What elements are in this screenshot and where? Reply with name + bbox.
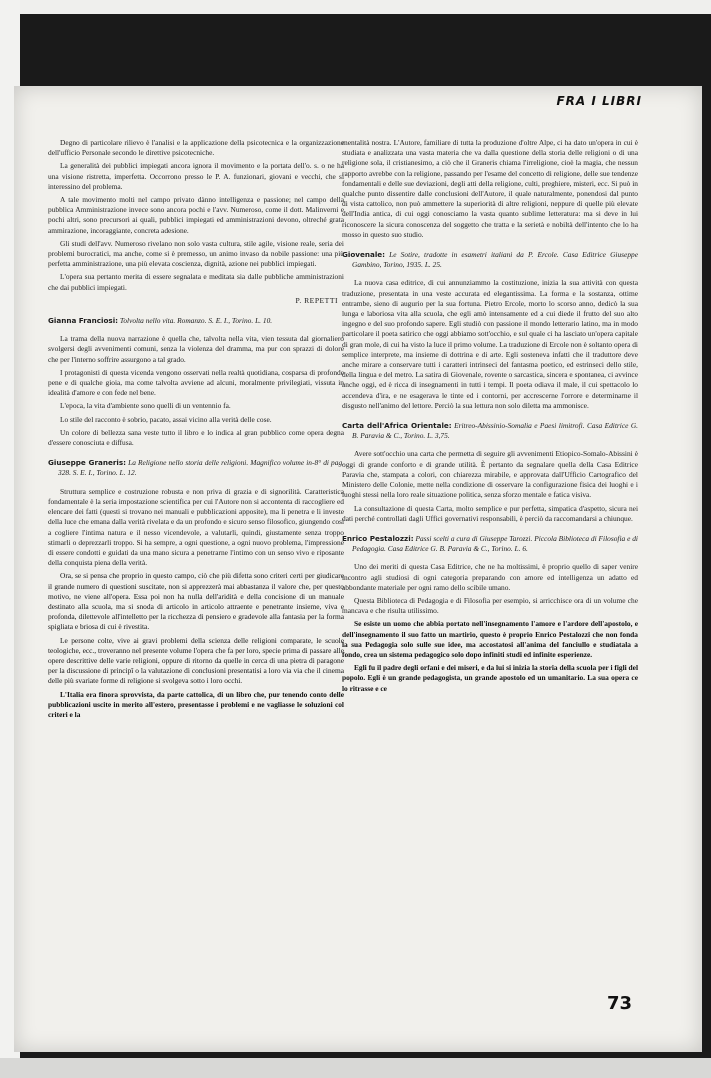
- review-title: Tolvolta nello vita. Romanzo. S. E. I., Torino. L. 10.: [119, 316, 273, 326]
- review-signature: P. REPETTI: [295, 295, 338, 305]
- paragraph: L'epoca, la vita d'ambiente sono quelli di un ventennio fa.: [60, 401, 231, 411]
- paragraph: A tale movimento molti nel campo privato dànno intelligenza e passione; nel campo della pubblica Amministrazione invece sono ancora pochi e l'avv. Numeroso, come il dott. Malinverni e pochi altri, sono precursori ai quali, pubblici impiegati ed amministrazioni devono, oltreché grata ammirazione, incoraggiante, concreta adesione.: [48, 195, 344, 235]
- paragraph: Uno dei meriti di questa Casa Editrice, che ne ha moltissimi, è proprio quello di saper venire incontro agli studiosi di ogni categoria preparando con amore ed intelligenza un adatto ed abbondante materiale per ogni ramo dello scibile umano.: [342, 562, 638, 592]
- paragraph: mentalità nostra. L'Autore, familiare di tutta la produzione d'oltre Alpe, ci ha dato un'opera in cui è studiata e analizzata una vasta materia che va dalla questione della storia delle religioni o di una religione sola, il cristianesimo, a ciò che il Graneris chiama l'irreligione, cioè la magia, che nessun rapporto avrebbe con la religione, passando per l'esame del concetto di religione, delle sue tendenze fondamentali e delle sue deviazioni, degli atti della religione, culti, preghiere, misteri, ecc. Si può in qualche punto dissentire dalle conclusioni dell'Autore, il quale naturalmente, ponendosi dal punto di vista cattolico, non può ammettere la superiorità di altre religioni, neppure di quelle più elevate dell'India antica, di cui oggi conosciamo la vasta quanto sublime letteratura: ma si deve in lui riconoscere la sicura conoscenza del soggetto che tratta e la serietà e nobiltà dell'intento che lo ha mosso in questo suo studio.: [342, 138, 638, 239]
- page-number: 73: [606, 993, 632, 1014]
- review-heading: [342, 534, 638, 554]
- review-author: Carta dell'Africa Orientale:: [342, 421, 452, 431]
- review-title: Le Sotire, tradotte in esametri italiani da P. Ercole. Casa Editrice Giuseppe Gambino, Torino, 1935. L. 25.: [352, 250, 638, 270]
- paragraph: La generalità dei pubblici impiegati ancora ignora il movimento e la portata dell'o. s. o ne ha una visione ristretta, imperfetta. Occorrono presso le P. A. funzionari, giovani e vecchi, che si interessino del problema.: [48, 161, 344, 191]
- paragraph: La trama della nuova narrazione è quella che, talvolta nella vita, vien tessuta dal giornaliero svolgersi degli avvenimenti comuni, senza la violenza del dramma, ma pur con sprazzi di dolore che per l'interno soffrire assurgono a tal grado.: [48, 334, 344, 364]
- paragraph: Questa Biblioteca di Pedagogia e di Filosofia per esempio, si arricchisce ora di un volume che mancava e che risulta utilissimo.: [342, 595, 638, 616]
- paragraph: Un colore di bellezza sana veste tutto il libro e lo indica al gran pubblico come opera degna d'essere conosciuta e diffusa.: [48, 427, 344, 448]
- right-column: [342, 138, 638, 697]
- paragraph: La consultazione di questa Carta, molto semplice e pur perfetta, simpatica d'aspetto, sicura nei dati perché controllati dagli Uffici governativi responsabili, è perciò da raccomandarsi a chiunque.: [342, 503, 638, 523]
- paragraph: L'opera sua pertanto merita di essere segnalata e meditata sia dalle pubbliche amministrazioni che dai pubblici impiegati.: [48, 272, 344, 292]
- review-title: La Religione nello storia delle religioni. Magnifico volume in-8° di pag. 328. S. E. I., Torino. L. 12.: [58, 458, 344, 478]
- paragraph: Avere sott'occhio una carta che permetta di seguire gli avvenimenti Etiopico-Somalo-Abissini è oggi di grande conforto e di grande utilità. È pertanto da segnalare quella della Casa Editrice Paravia che, stampata a colori, con chiarezza mirabile, e approvata dall'Ufficio Cartografico del Ministero delle Colonie, mette nella condizione di osservare la configurazione fisica dei luoghi e i luoghi stessi nella loro reale situazione politica, senza sforzo mentale e fatica visiva.: [342, 449, 638, 500]
- paragraph: Se esiste un uomo che abbia portato nell'insegnamento l'amore e l'ardore dell'apostolo, e dell'insegnamento il suo fatto un martirio, questo è proprio Enrico Pestalozzi che non fonda la sua Pedagogia solo sulle sue idee, ma accostatosi all'anima del fanciullo e studiatala a fondo, crea un sistema pedagogico solo dopo infiniti studi ed infinite esperienze.: [342, 619, 638, 659]
- paragraph: I protagonisti di questa vicenda vengono osservati nella realtà quotidiana, cosparsa di profonde pene e di qualche gioia, ma come talvolta avviene ad alcuni, moralmente privilegiati, vissuta in idealità d'amore e con fede nel bene.: [48, 367, 344, 398]
- left-column: [48, 138, 344, 723]
- paragraph: L'Italia era finora sprovvista, da parte cattolica, di un libro che, pur tenendo conto delle pubblicazioni uscite in merito all'estero, presentasse i problemi e ne vagliasse le soluzioni col criteri e la: [48, 689, 344, 719]
- review-author: Enrico Pestalozzi:: [342, 533, 414, 543]
- book-page: [14, 86, 702, 1052]
- paragraph: Egli fu il padre degli orfani e dei miseri, e da lui si inizia la storia della scuola per i figli del popolo. Egli è un grande pedagogista, un grande apostolo ed un umanitario. La sua opera ce lo ritrasse e ce: [342, 663, 638, 693]
- review-heading: [342, 250, 638, 270]
- scan-top-margin: [0, 0, 711, 14]
- paragraph: Le persone colte, vive ai gravi problemi della scienza delle religioni comparate, le scuole teologiche, ecc., troveranno nel presente volume l'opera che fa per loro, specie prima di passare alle opere descrittive delle varie religioni, oppure di ritorno da quelle in cerca di una pietra di paragone per la discussione di principî o la valutazione di conclusioni presentatisi a loro via via che il cinema delle più svariate forme di religione si svolgeva sotto i loro occhi.: [48, 635, 344, 686]
- paragraph: Ora, se si pensa che proprio in questo campo, ciò che più difetta sono criteri certi per giudicare il grande numero di questioni suscitate, non si apprezzerà mai abbastanza il valore che, per questo motivo, ne viene all'opera. Essa poi non ha nulla dell'aridità e della concisione di un manuale destinato alla scuola, ma si snoda di articolo in articolo attraente e penetrante insieme, viva e profonda, dilettevole all'intelletto per la ricchezza di pensiero e gradevole alla fantasia per la forma spigliata e briosa di cui è rivestita.: [48, 571, 344, 632]
- review-title: Passi scelti a cura di Giuseppe Tarozzi. Piccola Biblioteca di Filosofia e di Pedagogia. Casa Editrice G. B. Paravia & C., Torino. L. 6.: [352, 533, 638, 554]
- review-author: Giuseppe Graneris:: [48, 458, 127, 468]
- review-heading: [342, 421, 638, 441]
- paragraph: Lo stile del racconto è sobrio, pacato, assai vicino alla verità delle cose.: [60, 414, 272, 424]
- review-author: Gianna Franciosi:: [48, 316, 119, 326]
- review-author: Giovenale:: [342, 250, 386, 260]
- scan-bottom-margin: [0, 1058, 711, 1078]
- paragraph: Degno di particolare rilievo è l'analisi e la applicazione della psicotecnica e la organizzazione dell'ufficio Personale secondo le direttive psicotecniche.: [48, 138, 344, 158]
- review-heading: [48, 316, 344, 326]
- review-heading: [48, 458, 344, 478]
- paragraph: Struttura semplice e costruzione robusta e non priva di grazia e di signorilità. Caratteristica fondamentale è la seria impostazione scientifica per cui l'Autore non si accontenta di raccogliere ed elencare dei fatti (questi si trovano nei manuali e pubblicazioni apposite), ma li penetra e li investe della luce che emana dalla verità rivelata e da un profondo e sicuro senso filosofico, giungendo così a cogliere l'intima natura e il nesso vicendevole, a valutarli, quindi, giustamente senza troppo stimarli o deprezzarli troppo. Si ha sempre, a ogni questione, a ogni nuovo problema, l'impressione di essere condotti e guidati da una mano sicura a penetrarne l'intimo con un senso vivo e riposante della conquista piena della verità.: [48, 486, 344, 568]
- paragraph: La nuova casa editrice, di cui annunziammo la costituzione, inizia la sua attività con questa traduzione, presentata in una veste accurata ed elegantissima. La forma e la sostanza, ottime entrambe, sieno di augurio per la sua fortuna. Pietro Ercole, morto lo scorso anno, dedicò la sua lunga e laboriosa vita alla scuola, che egli amò intensamente ed a cui diede il frutto del suo alto ingegno e del suo profondo sapere. Egli studiò con passione il mondo letterario latino, ma in modo particolare il poeta satirico che oggi abbiamo sott'occhio, e sul quale ci ha lasciato un'opera capitale di gran mole, di cui ha visto la luce il primo volume. La traduzione di Ercole non è soltanto opera di semplice interprete, ma insieme di dottrina e di arte. Egli sosteneva infatti che il traduttore deve anche mirare a conservare tutti i caratteri intrinseci del fantasma poetico, ed estrinseci dello stile, della lingua e del metro. La satira di Giovenale, rovente o sarcastica, sincera e spontanea, ci avvince anche oggi, ed è ricca di insegnamenti in tutti i tempi. Il poeta odiava il male, il cui spettacolo lo accendeva d'ira, e ne esagerava le tinte ed i contorni, per accrescerne l'orrore e determinarne il disgusto nell'animo del lettore. Perciò la sua lettura non solo diletta ma ammonisce.: [342, 278, 638, 410]
- review-title: Eritreo-Abissinio-Somalia e Paesi limitrofi. Casa Editrice G. B. Paravia & C., Torino. L. 3,75.: [352, 421, 639, 441]
- running-header: FRA I LIBRI: [556, 94, 642, 108]
- paragraph: Gli studi dell'avv. Numeroso rivelano non solo vasta cultura, stile agile, visione reale, seria dei problemi burocratici, ma anche, come si è premesso, un animo invaso da nobile passione: una più perfetta amministrazione, una più elevata coscienza, dignità, azione nei pubblici impiegati.: [48, 238, 344, 269]
